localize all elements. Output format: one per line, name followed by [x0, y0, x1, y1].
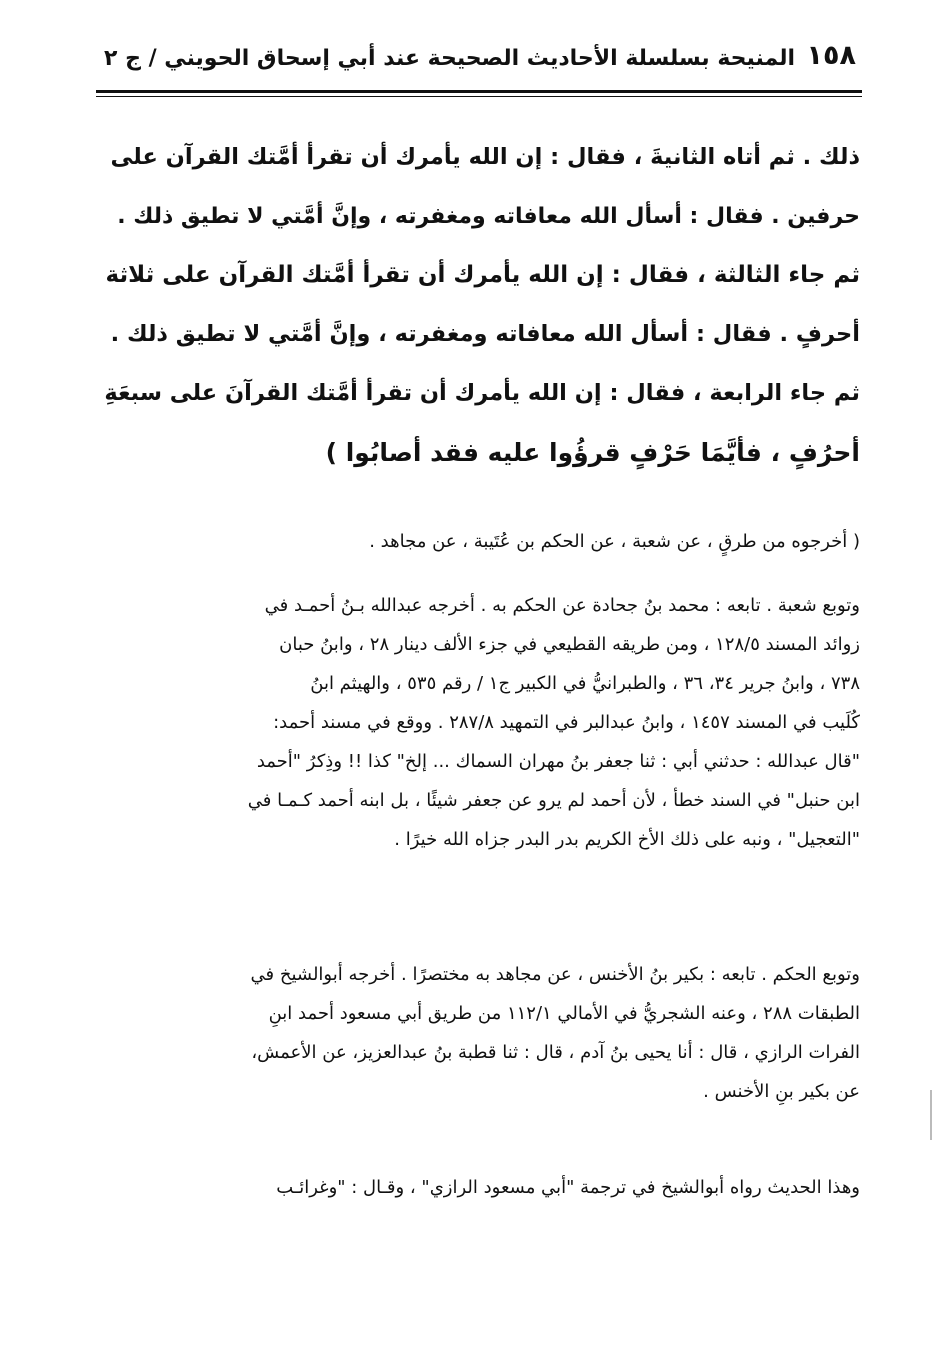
- mutabaat-hakam-paragraph: [104, 955, 860, 1111]
- note-line: عن بكير بنِ الأخنس .: [703, 1081, 860, 1102]
- note-line: "قال عبدالله : حدثني أبي : ثنا جعفر بنُ مهران السماك ... إلخ" كذا !! وذِكرُ "أحمد: [256, 751, 860, 772]
- hadith-line: ثم جاء الرابعة ، فقال : إن الله يأمرك أن تقرأ أمَّتك القرآنَ على سبعَةِ: [104, 380, 860, 406]
- note-line: كُلَيب في المسند ١٤٥٧ ، وابنُ عبدالبر في التمهيد ٢٨٧/٨ . ووقع في مسند أحمد:: [273, 712, 860, 733]
- hadith-line: أحرفٍ . فقال : أسأل الله معافاته ومغفرته ، وإنَّ أمَّتي لا تطيق ذلك .: [110, 321, 860, 347]
- note-line: زوائد المسند ١٢٨/٥ ، ومن طريقه القطيعي في جزء الألف دينار ٢٨ ، وابنُ حبان: [279, 634, 860, 655]
- abulshaykh-paragraph: [104, 1168, 860, 1207]
- note-line: "التعجيل" ، ونبه على ذلك الأخ الكريم بدر البدر جزاه الله خيرًا .: [394, 829, 860, 850]
- scan-margin-mark: [930, 1090, 932, 1140]
- hadith-line: أحرُفٍ ، فأيَّمَا حَرْفٍ قرؤُوا عليه فقد أصابُوا ): [325, 438, 860, 467]
- running-title: المنيحة بسلسلة الأحاديث الصحيحة عند أبي إسحاق الحويني / ج ٢: [104, 46, 796, 71]
- header-rule-thin: [96, 96, 862, 97]
- note-line: ٧٣٨ ، وابنُ جرير ٣٤، ٣٦ ، والطبرانيُّ في الكبير ج١ / رقم ٥٣٥ ، والهيثم ابنُ: [310, 673, 860, 694]
- note-line: وتوبع شعبة . تابعه : محمد بنُ جحادة عن الحكم به . أخرجه عبدالله بـنُ أحمـد في: [264, 595, 860, 616]
- hadith-text: [104, 128, 860, 482]
- page-number: ١٥٨: [806, 40, 856, 71]
- note-line: الفرات الرازي ، قال : أنا يحيى بنُ آدم ، قال : ثنا قطبة بنُ عبدالعزيز، عن الأعمش،: [251, 1042, 860, 1063]
- note-line: ( أخرجوه من طرقٍ ، عن شعبة ، عن الحكم بن عُتَيبة ، عن مجاهد .: [369, 531, 860, 552]
- mutabaat-shuba-paragraph: [104, 586, 860, 859]
- hadith-line: حرفين . فقال : أسأل الله معافاته ومغفرته ، وإنَّ أمَّتي لا تطيق ذلك .: [117, 204, 860, 229]
- takhrij-paragraph: [104, 522, 860, 561]
- note-line: ابن حنبل" في السند خطأ ، لأن أحمد لم يرو عن جعفر شيئًا ، بل ابنه أحمد كـمـا في: [247, 790, 860, 811]
- hadith-line: ذلك . ثم أتاه الثانيةَ ، فقال : إن الله يأمرك أن تقرأ أمَّتك القرآن على: [110, 144, 860, 170]
- note-line: وهذا الحديث رواه أبوالشيخ في ترجمة "أبي مسعود الرازي" ، وقـال : "وغرائـب: [276, 1177, 860, 1198]
- header-rule-thick: [96, 90, 862, 93]
- hadith-line: ثم جاء الثالثة ، فقال : إن الله يأمرك أن تقرأ أمَّتك القرآن على ثلاثة: [105, 262, 860, 288]
- note-line: وتوبع الحكم . تابعه : بكير بنُ الأخنس ، عن مجاهد به مختصرًا . أخرجه أبوالشيخ في: [250, 964, 860, 985]
- page-header: [96, 38, 862, 90]
- note-line: الطبقات ٢٨٨ ، وعنه الشجريُّ في الأمالي ١١٢/١ من طريق أبي مسعود أحمد ابنِ: [268, 1003, 860, 1024]
